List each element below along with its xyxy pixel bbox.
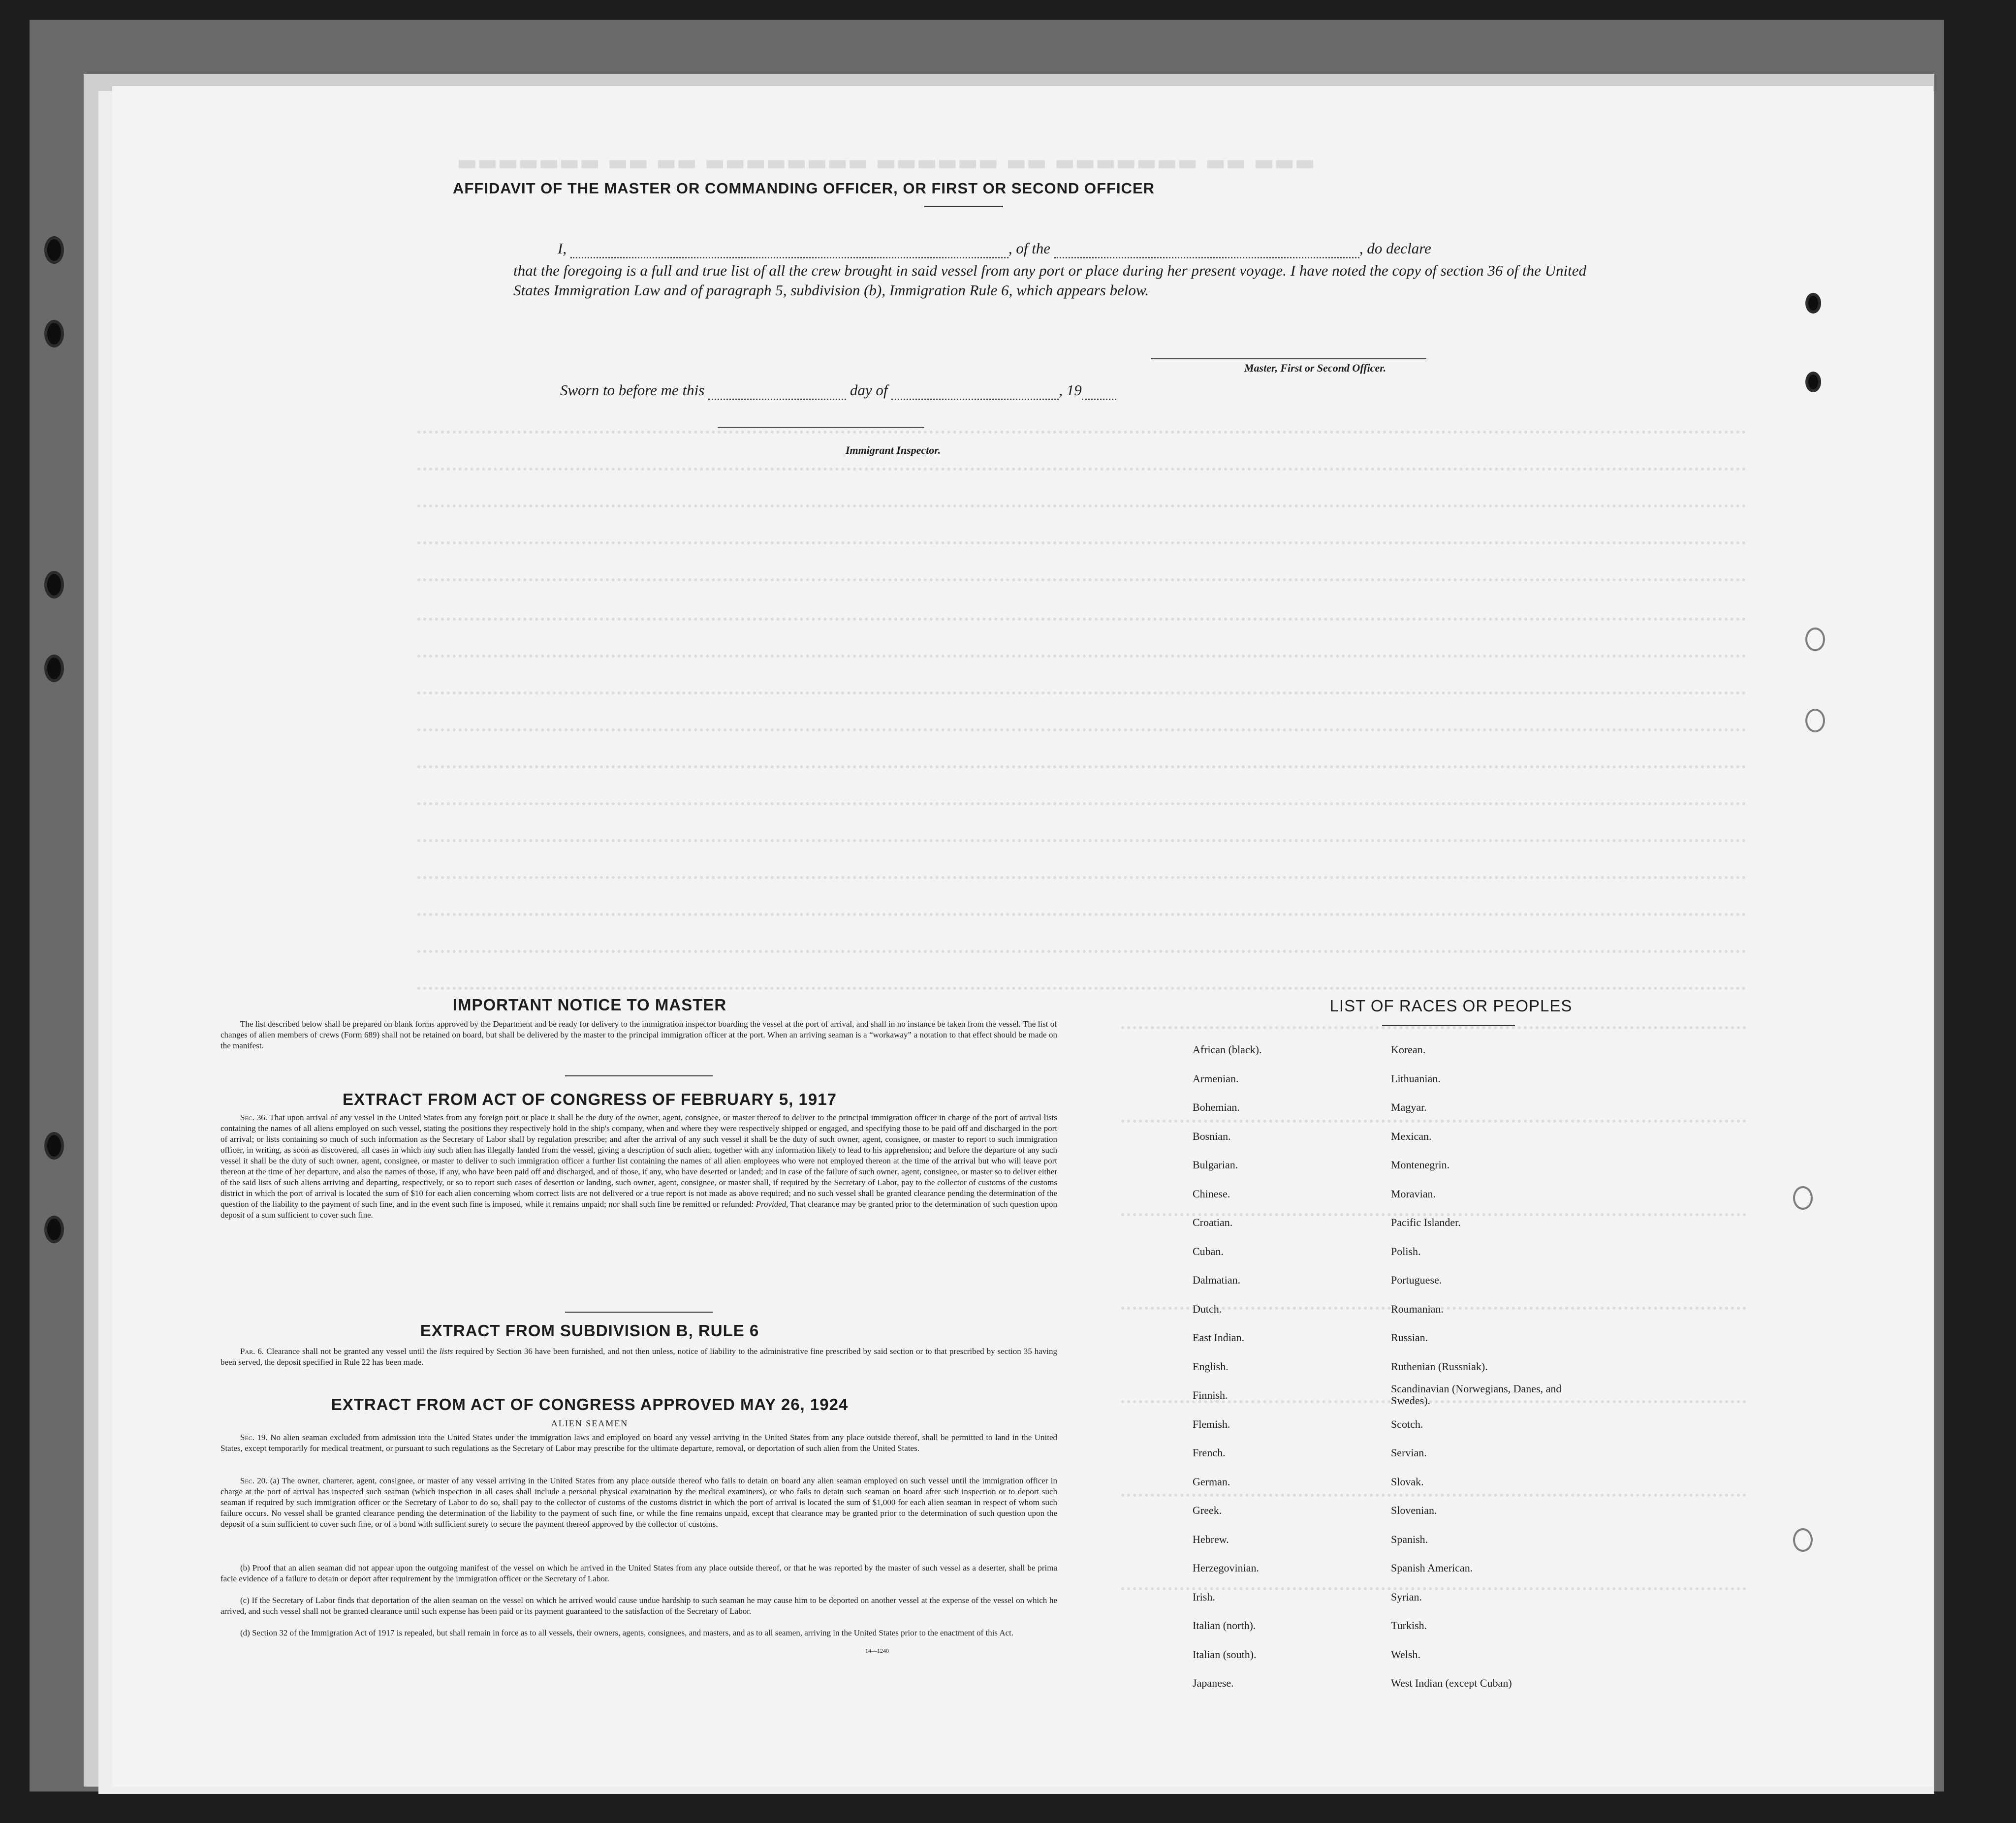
binder-hole: [44, 571, 64, 598]
affidavit-body: that the foregoing is a full and true list of all the crew brought in said vessel from any port or place during her present voyage. I have noted the copy of section 36 of the United States Immigration Law and of paragraph 5, subdivision (b), Immigration Rule 6, which appears below.: [513, 262, 1586, 299]
race-item: Portuguese.: [1391, 1274, 1442, 1286]
declarant-name-field[interactable]: [570, 244, 1008, 258]
binder-hole: [44, 1216, 64, 1243]
race-item: Lithuanian.: [1391, 1072, 1441, 1085]
race-item: Scandinavian (Norwegians, Danes, and Swedes).: [1391, 1383, 1562, 1407]
race-item: Dalmatian.: [1193, 1274, 1241, 1286]
bleed-through-row: [417, 691, 1746, 708]
lists-word: lists: [439, 1347, 453, 1356]
race-item: Russian.: [1391, 1331, 1428, 1344]
race-item: Greek.: [1193, 1504, 1222, 1516]
paragraph-label: Par. 6.: [240, 1347, 264, 1356]
title-rule: [924, 206, 1003, 207]
punch-hole: [1805, 293, 1821, 314]
race-item: Bosnian.: [1193, 1130, 1231, 1142]
bleed-through-row: [417, 618, 1746, 634]
bleed-through-row: [417, 950, 1746, 967]
binder-hole: [44, 236, 64, 264]
vessel-name-field[interactable]: [1054, 244, 1359, 258]
declare-suffix: , do declare: [1359, 240, 1431, 257]
race-item: Cuban.: [1193, 1245, 1224, 1257]
form-number: 14—1240: [865, 1647, 889, 1654]
race-item: Pacific Islander.: [1391, 1216, 1461, 1228]
race-item: Italian (south).: [1193, 1648, 1257, 1661]
bleed-through-row: [417, 655, 1746, 671]
race-item: French.: [1193, 1446, 1226, 1459]
sworn-prefix: Sworn to before me this: [560, 381, 705, 399]
bleed-through-row: [417, 765, 1746, 782]
inspector-signature-line[interactable]: [718, 427, 924, 428]
bleed-through-heading: ▬▬▬ ▬▬ ▬▬▬▬▬▬▬ ▬▬ ▬▬▬▬▬▬ ▬▬▬▬▬▬▬▬ ▬▬ ▬▬ ▬▬▬▬▬▬▬: [457, 150, 1315, 175]
affidavit-title: AFFIDAVIT OF THE MASTER OR COMMANDING OFFICER, OR FIRST OR SECOND OFFICER: [452, 180, 1155, 197]
race-item: Armenian.: [1193, 1072, 1239, 1085]
race-item: Servian.: [1391, 1446, 1427, 1459]
sworn-year-field[interactable]: [1082, 386, 1116, 400]
notice-title: IMPORTANT NOTICE TO MASTER: [452, 996, 727, 1014]
extract-1917-text: [220, 1112, 1057, 1221]
race-item: Moravian.: [1391, 1187, 1436, 1200]
bleed-through-row: [417, 541, 1746, 558]
races-title: LIST OF RACES OR PEOPLES: [1329, 997, 1573, 1015]
rule6-title: EXTRACT FROM SUBDIVISION B, RULE 6: [420, 1321, 759, 1340]
race-item: East Indian.: [1193, 1331, 1245, 1344]
race-item: Mexican.: [1391, 1130, 1432, 1142]
race-item: Irish.: [1193, 1590, 1215, 1603]
bleed-through-row: [417, 802, 1746, 819]
bleed-through-row: [417, 431, 1746, 447]
inspector-signature-label: Immigrant Inspector.: [846, 444, 941, 456]
race-item: Slovak.: [1391, 1475, 1424, 1488]
punch-hole: [1793, 1528, 1813, 1552]
section-36-text: That upon arrival of any vessel in the United States from any foreign port or place it shall be the duty of the owner, agent, consignee, or master thereof to deliver to the principal immigration officer in charge of the port of arrival lists containing the names of all aliens employed on such vessel, stating the positions they respectively hold in the ship's company, when and where they were respectively shipped or engaged, and specifying those to be paid off and discharged in the port of arrival; or lists containing so much of such information as the Secretary of Labor shall by regulation prescribe; and after the arrival of any such vessel it shall be the duty of such owner, agent, consignee, or master to report to such immigration officer, in writing, as soon as discovered, all cases in which any such alien has illegally landed from the vessel, giving a description of such alien, together with any information likely to lead to his apprehension; and before the departure of any such vessel it shall be the duty of such owner, agent, consignee, or master to deliver to such immigration officer a further list containing the names of all alien employees who were not employed thereon at the time of the arrival but who will leave port thereon at the time of her departure, and also the names of those, if any, who have been paid off and discharged, and of those, if any, who have deserted or landed; and in case of the failure of such owner, agent, consignee, or master so to deliver either of the said lists of such aliens arriving and departing, respectively, or so to report such cases of desertion or landing, such owner, agent, consignee, or master shall, if required by the Secretary of Labor, pay to the collector of customs of the customs district in which the port of arrival is located the sum of $10 for each alien concerning whom correct lists are not delivered or a true report is not made as above required; and no such vessel shall be granted clearance pending the determination of the question of the liability to the payment of such fine, and in the event such fine is imposed, while it remains unpaid; nor shall such fine be remitted or refunded:: [220, 1113, 1057, 1209]
race-item: Bulgarian.: [1193, 1159, 1238, 1171]
race-item: West Indian (except Cuban): [1391, 1677, 1512, 1689]
sworn-day-field[interactable]: [708, 386, 846, 400]
sec19-label: Sec. 19.: [240, 1433, 268, 1442]
race-item: Italian (north).: [1193, 1619, 1256, 1632]
race-item: Korean.: [1391, 1043, 1426, 1056]
race-item: Syrian.: [1391, 1590, 1422, 1603]
proviso-text: That clearance may be granted prior to the determination of such question upon deposit of a sum sufficient to cover such fine.: [220, 1199, 1057, 1220]
race-item: Roumanian.: [1391, 1302, 1444, 1315]
manifest-page: [112, 86, 1933, 1787]
bleed-through-row: [417, 876, 1746, 893]
sworn-line: [560, 380, 1298, 400]
binder-hole: [44, 655, 64, 682]
sec20a-text: [220, 1476, 1057, 1530]
act-1924-title: EXTRACT FROM ACT OF CONGRESS APPROVED MAY 26, 1924: [331, 1395, 849, 1414]
race-item: Herzegovinian.: [1193, 1562, 1259, 1574]
bleed-through-row: [417, 839, 1746, 856]
punch-hole: [1793, 1186, 1813, 1210]
vessel-prefix: , of the: [1008, 240, 1051, 257]
sworn-year-prefix: , 19: [1059, 381, 1082, 399]
race-item: Turkish.: [1391, 1619, 1427, 1632]
sec20c-text: (c) If the Secretary of Labor finds that deportation of the alien seaman on the vessel on which he arrived would cause undue hardship to such seaman he may cause him to be deported on another vessel at the expense of the vessel on which he arrived, and such vessel shall not be granted clearance until such expense has been paid or its payment guaranteed to the satisfaction of the Secretary of Labor.: [220, 1596, 1057, 1616]
race-item: Polish.: [1391, 1245, 1421, 1257]
race-item: Spanish.: [1391, 1533, 1428, 1545]
race-item: Slovenian.: [1391, 1504, 1437, 1516]
punch-hole: [1805, 372, 1821, 392]
race-item: Flemish.: [1193, 1417, 1230, 1430]
race-item: Welsh.: [1391, 1648, 1420, 1661]
bleed-through-row: [417, 913, 1746, 930]
proviso-label: Provided,: [756, 1199, 788, 1209]
sec20a-body: (a) The owner, charterer, agent, consignee, or master of any vessel arriving in the United States from any place outside thereof who fails to detain on board any alien seaman employed on such vessel until the immigration officer in charge at the port of arrival has inspected such seaman (which inspection in all cases shall include a personal physical examination by the medical examiners), or who fails to detain such seaman on board after such inspection or to deport such seaman if required by such immigration officer or the Secretary of Labor to do so, shall pay to the collector of customs of the customs district in which the port of arrival is located the sum of $1,000 for each alien seaman in respect of whom such failure occurs. No vessel shall be granted clearance pending the determination of the liability to the payment of such fine, or while the fine remains unpaid, except that clearance may be granted prior to the determination of such question upon the deposit of a sum sufficient to cover such fine, or of a bond with sufficient surety to secure the payment thereof approved by the collector of customs.: [220, 1476, 1057, 1529]
race-item: African (black).: [1193, 1043, 1262, 1056]
punch-hole: [1805, 628, 1825, 651]
race-item: Montenegrin.: [1391, 1159, 1450, 1171]
bleed-through-row: [417, 578, 1746, 595]
race-item: Scotch.: [1391, 1417, 1423, 1430]
bleed-through-row: [417, 504, 1746, 521]
sec19-text: [220, 1432, 1057, 1454]
sec20d-text: (d) Section 32 of the Immigration Act of 1917 is repealed, but shall remain in force as to all vessels, their owners, agents, consignees, and masters, and as to all seamen, arriving in the United States prior to the enactment of this Act.: [240, 1628, 1014, 1637]
punch-hole: [1805, 709, 1825, 732]
bleed-through-row: [1121, 1026, 1746, 1043]
declarant-prefix: I,: [558, 240, 567, 257]
divider: [565, 1312, 713, 1313]
race-item: Ruthenian (Russniak).: [1391, 1360, 1488, 1373]
race-item: Croatian.: [1193, 1216, 1233, 1228]
binder-hole: [44, 1132, 64, 1160]
notice-text: The list described below shall be prepared on blank forms approved by the Department and be ready for delivery to the immigration inspector boarding the vessel at the port of arrival, and shall in no instance be taken from the vessel. The list of changes of alien members of crews (Form 689) shall not be retained on board, but shall be delivered by the master to the principal immigration officer at the port. When an arriving seaman is a “workaway” a notation to that effect should be made on the manifest.: [220, 1019, 1057, 1050]
rule6-text: [220, 1346, 1057, 1368]
sec19-body: No alien seaman excluded from admission into the United States under the immigration laws and employed on board any vessel arriving in the United States from any place outside thereof, shall be permitted to land in the United States, except temporarily for medical treatment, or pursuant to such regulations as the Secretary of Labor may prescribe for the ultimate departure, removal, or deportation of such alien from the United States.: [220, 1433, 1058, 1453]
race-item: Finnish.: [1193, 1389, 1228, 1401]
race-item: Hebrew.: [1193, 1533, 1229, 1545]
rule6-text-a: Clearance shall not be granted any vessel until the: [266, 1347, 437, 1356]
sec20-label: Sec. 20.: [240, 1476, 268, 1485]
race-item: Japanese.: [1193, 1677, 1234, 1689]
bleed-through-row: [417, 728, 1746, 745]
race-item: Dutch.: [1193, 1302, 1222, 1315]
race-item: Spanish American.: [1391, 1562, 1473, 1574]
sworn-day-of: day of: [850, 381, 888, 399]
race-item: Chinese.: [1193, 1187, 1230, 1200]
race-item: Magyar.: [1391, 1101, 1427, 1113]
divider: [565, 1075, 713, 1076]
alien-seamen-subtitle: ALIEN SEAMEN: [551, 1418, 629, 1428]
sec20b-text: (b) Proof that an alien seaman did not appear upon the outgoing manifest of the vessel on which he arrived in the United States from any place outside thereof, or that he was reported by the master of such vessel as a deserter, shall be prima facie evidence of a failure to detain or deport after requirement by the immigration officer or the Secretary of Labor.: [220, 1563, 1057, 1583]
bleed-through-row: [417, 468, 1746, 484]
master-signature-line[interactable]: [1151, 358, 1426, 359]
sworn-month-field[interactable]: [891, 386, 1059, 400]
race-item: English.: [1193, 1360, 1228, 1373]
races-title-rule: [1382, 1025, 1515, 1026]
race-item: German.: [1193, 1475, 1230, 1488]
affidavit-declaration-line: [558, 239, 1586, 258]
master-signature-label: Master, First or Second Officer.: [1244, 362, 1386, 374]
binder-hole: [44, 320, 64, 347]
rule6-text-b: required by Section 36 have been furnished, and not then unless, notice of liability to the administrative fine prescribed by said section or to that prescribed by section 35 having been served, the deposit specified in Rule 22 has been made.: [220, 1347, 1058, 1367]
section-label: Sec. 36.: [240, 1113, 268, 1122]
race-item: Bohemian.: [1193, 1101, 1240, 1113]
extract-1917-title: EXTRACT FROM ACT OF CONGRESS OF FEBRUARY 5, 1917: [343, 1090, 837, 1108]
